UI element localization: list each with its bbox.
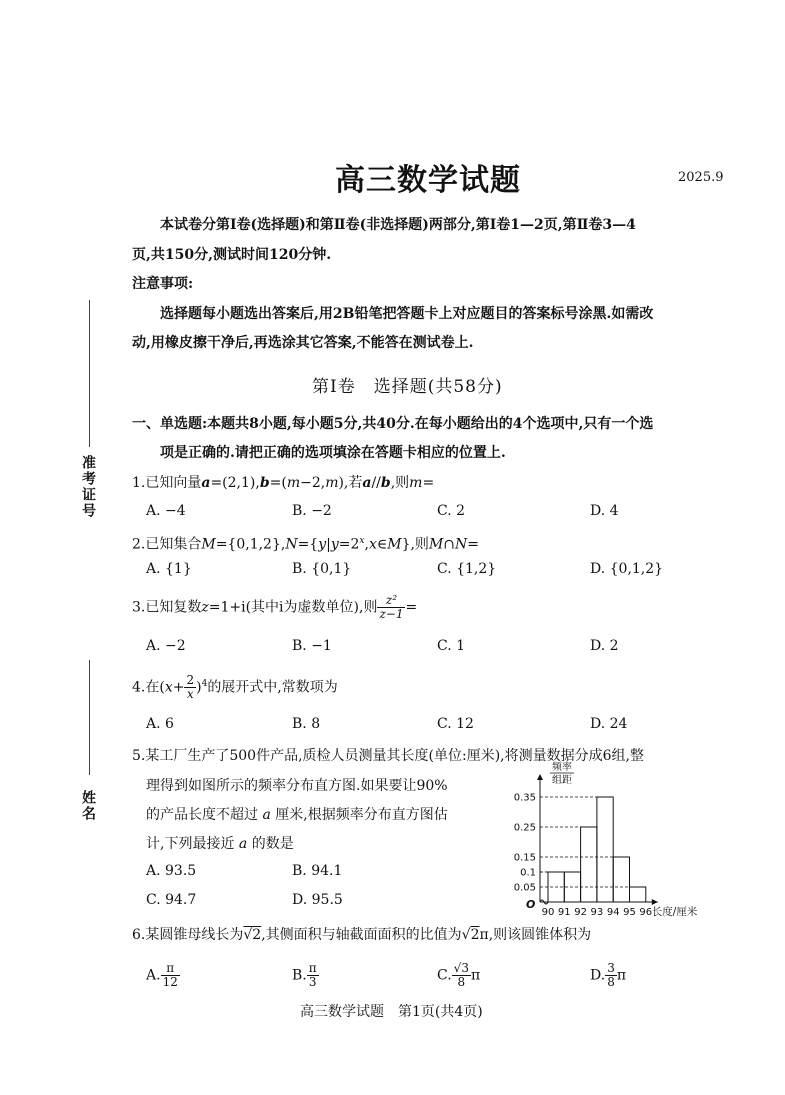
histogram-bar [597,797,613,902]
y-axis-label-denominator: 组距 [552,775,572,786]
y-axis-arrow [537,774,543,780]
exam-date: 2025.9 [678,170,724,185]
option-a: A. −2 [146,638,186,654]
x-axis-label: 长度/厘米 [651,906,698,918]
intro-line-2: 页,共150分,测试时间120分钟. [132,247,332,263]
question-6-options [0,962,785,996]
option-a: A. −4 [146,503,186,519]
x-tick-label: 92 [574,907,587,918]
option-d: D. 24 [590,716,628,732]
question-5-line-1: 5.某工厂生产了500件产品,质检人员测量其长度(单位:厘米),将测量数据分成6组,整 [132,748,644,764]
x-tick-label: 94 [606,907,620,918]
y-axis-label-numerator: 频率 [552,762,572,773]
option-b: B. 94.1 [292,863,343,879]
option-d: D. 95.5 [292,892,343,908]
intro-line-1: 本试卷分第Ⅰ卷(选择题)和第Ⅱ卷(非选择题)两部分,第Ⅰ卷1—2页,第Ⅱ卷3—4 [160,217,636,233]
question-5-line-3: 的产品长度不超过 a 厘米,根据频率分布直方图估 [146,807,448,823]
option-a: A. 6 [146,716,174,732]
y-tick-label: 0.1 [520,867,536,879]
question-5-line-4: 计,下列最接近 a 的数是 [146,836,294,852]
option-c: C. 1 [437,638,466,654]
question-4-stem: 4.在(x+ $\frac{2}{x}$ )$^4$的展开式中,常数项为 [132,673,338,702]
question-2-stem: 2.已知集合$M=\{0,1,2\},N=\{y|y=2^x,x\in M\}$,则M∩N= [132,536,479,553]
option-b: B. 8 [292,716,321,732]
notice-line-1: 选择题每小题选出答案后,用2B铅笔把答题卡上对应题目的答案标号涂黑.如需改 [160,306,654,322]
section-instruction-2: 项是正确的.请把正确的选项填涂在答题卡相应的位置上. [160,445,506,461]
y-tick-label: 0.35 [513,792,536,804]
histogram-bar [581,827,597,902]
x-tick-label: 91 [557,907,571,918]
x-tick-label: 95 [623,907,636,918]
page-footer: 高三数学试题 第1页(共4页) [300,1004,483,1020]
y-tick-label: 0.05 [513,882,536,894]
option-b: B. {0,1} [292,561,352,577]
question-1-options [0,503,785,525]
question-4-options [0,716,785,738]
option-d: D. 4 [590,503,619,519]
question-5-options-row-1 [0,863,480,885]
question-3-options [0,638,785,660]
option-d: D. 2 [590,638,619,654]
option-b: B. −1 [292,638,332,654]
question-1-stem: 1.已知向量a=(2,1),b=(m−2,m),若a//b,则m= [132,475,435,491]
option-c: C. $\frac{√3}{8}$ π [437,961,481,989]
histogram-bar [630,887,646,902]
option-c: C. {1,2} [437,561,497,577]
page-title: 高三数学试题 [335,163,521,198]
histogram-bar [613,857,629,902]
x-tick-label: 90 [541,907,555,918]
option-a: A. {1} [146,561,192,577]
x-tick-label: 93 [590,907,604,918]
option-a: A. $\frac{\pi}{12}$ [146,961,178,989]
question-6-stem: 6.某圆锥母线长为√2,其侧面积与轴截面面积的比值为√2π,则该圆锥体积为 [132,927,592,943]
origin-label: O [526,898,536,911]
question-3-stem: 3.已知复数z=1+i(其中i为虚数单位),则 $\frac{\text{z²}}{z-1}$ = [132,593,418,621]
option-c: C. 2 [437,503,466,519]
notice-heading: 注意事项: [132,276,194,292]
x-axis-arrow [652,899,658,905]
notice-line-2: 动,用橡皮擦干净后,再选涂其它答案,不能答在测试卷上. [132,335,474,351]
y-tick-label: 0.15 [513,852,536,864]
option-b: B. $\frac{\pi}{3}$ [292,961,317,989]
option-b: B. −2 [292,503,332,519]
name-label: 姓名 [80,790,96,822]
option-a: A. 93.5 [146,863,197,879]
section-instruction-1: 一、单选题:本题共8小题,每小题5分,共40分.在每小题给出的4个选项中,只有一个选 [132,416,654,432]
option-c: C. 94.7 [146,892,197,908]
option-c: C. 12 [437,716,474,732]
option-d: D. $\frac{3}{8}$ π [590,961,627,989]
question-2-options [0,561,785,583]
x-tick-label: 96 [639,907,653,918]
frequency-histogram [490,762,730,922]
option-d: D. {0,1,2} [590,561,664,577]
section-title: 第Ⅰ卷 选择题(共58分) [312,377,503,397]
y-tick-label: 0.25 [513,822,536,834]
question-5-options-row-2 [0,892,480,914]
exam-id-label: 准考证号 [80,455,96,519]
question-5-line-2: 理得到如图所示的频率分布直方图.如果要让90% [146,778,448,794]
margin-line-top [89,300,90,447]
